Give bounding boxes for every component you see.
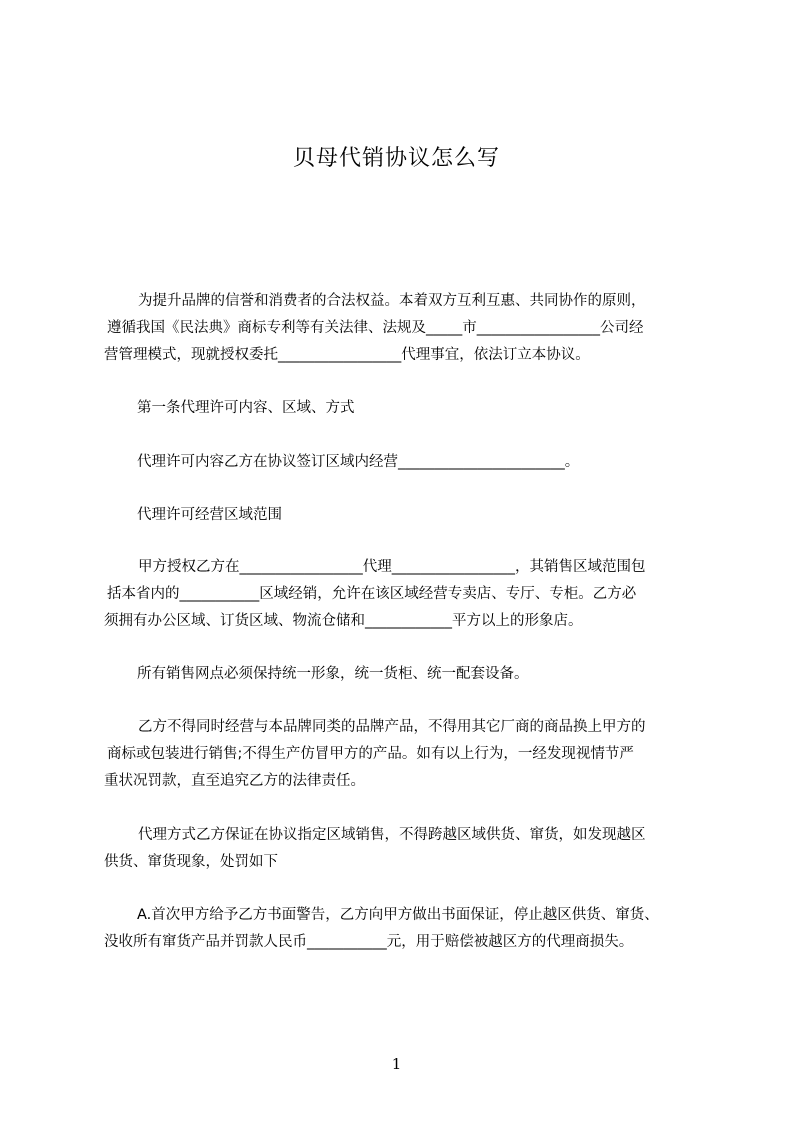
body-text-line: 甲方授权乙方在_________________代理_________________，其销售区域范围包 [138,559,646,575]
page-number: 1 [391,1055,402,1073]
body-text-line: 所有销售网点必须保持统一形象，统一货柜、统一配套设备。 [137,666,529,682]
body-text-line: 括本省内的___________区域经销，允许在该区域经营专卖店、专厅、专柜。乙方必 [107,586,637,602]
body-text-line: 须拥有办公区域、订货区域、物流仓储和____________平方以上的形象店。 [104,613,583,629]
body-text-line: 代理方式乙方保证在协议指定区域销售，不得跨越区域供货、窜货，如发现越区 [138,827,646,843]
document-title: 贝母代销协议怎么写 [292,146,500,171]
body-text-line: 没收所有窜货产品并罚款人民币___________元，用于赔偿被越区方的代理商损失。 [104,934,634,950]
section-heading: 第一条代理许可内容、区域、方式 [137,400,355,416]
body-text-line: A.首次甲方给予乙方书面警告，乙方向甲方做出书面保证，停止越区供货、窜货、 [137,907,659,923]
body-text-line: 遵循我国《民法典》商标专利等有关法律、法规及_____市_________________公司经 [107,320,644,336]
body-text-line: 商标或包装进行销售;不得生产仿冒甲方的产品。如有以上行为，一经发现视情节严 [107,746,634,762]
body-text-line: 为提升品牌的信誉和消费者的合法权益。本着双方互利互惠、共同协作的原则， [138,293,646,309]
body-text-line: 供货、窜货现象，处罚如下 [104,854,278,870]
body-text-line: 重状况罚款，直至追究乙方的法律责任。 [104,773,365,789]
body-text-line: 代理许可内容乙方在协议签订区域内经营_______________________。 [137,454,580,470]
body-text-line: 乙方不得同时经营与本品牌同类的品牌产品，不得用其它厂商的商品换上甲方的 [138,719,646,735]
body-text-line: 营管理模式，现就授权委托_________________代理事宜，依法订立本协议。 [104,347,590,363]
body-text-line: 代理许可经营区域范围 [137,507,282,523]
